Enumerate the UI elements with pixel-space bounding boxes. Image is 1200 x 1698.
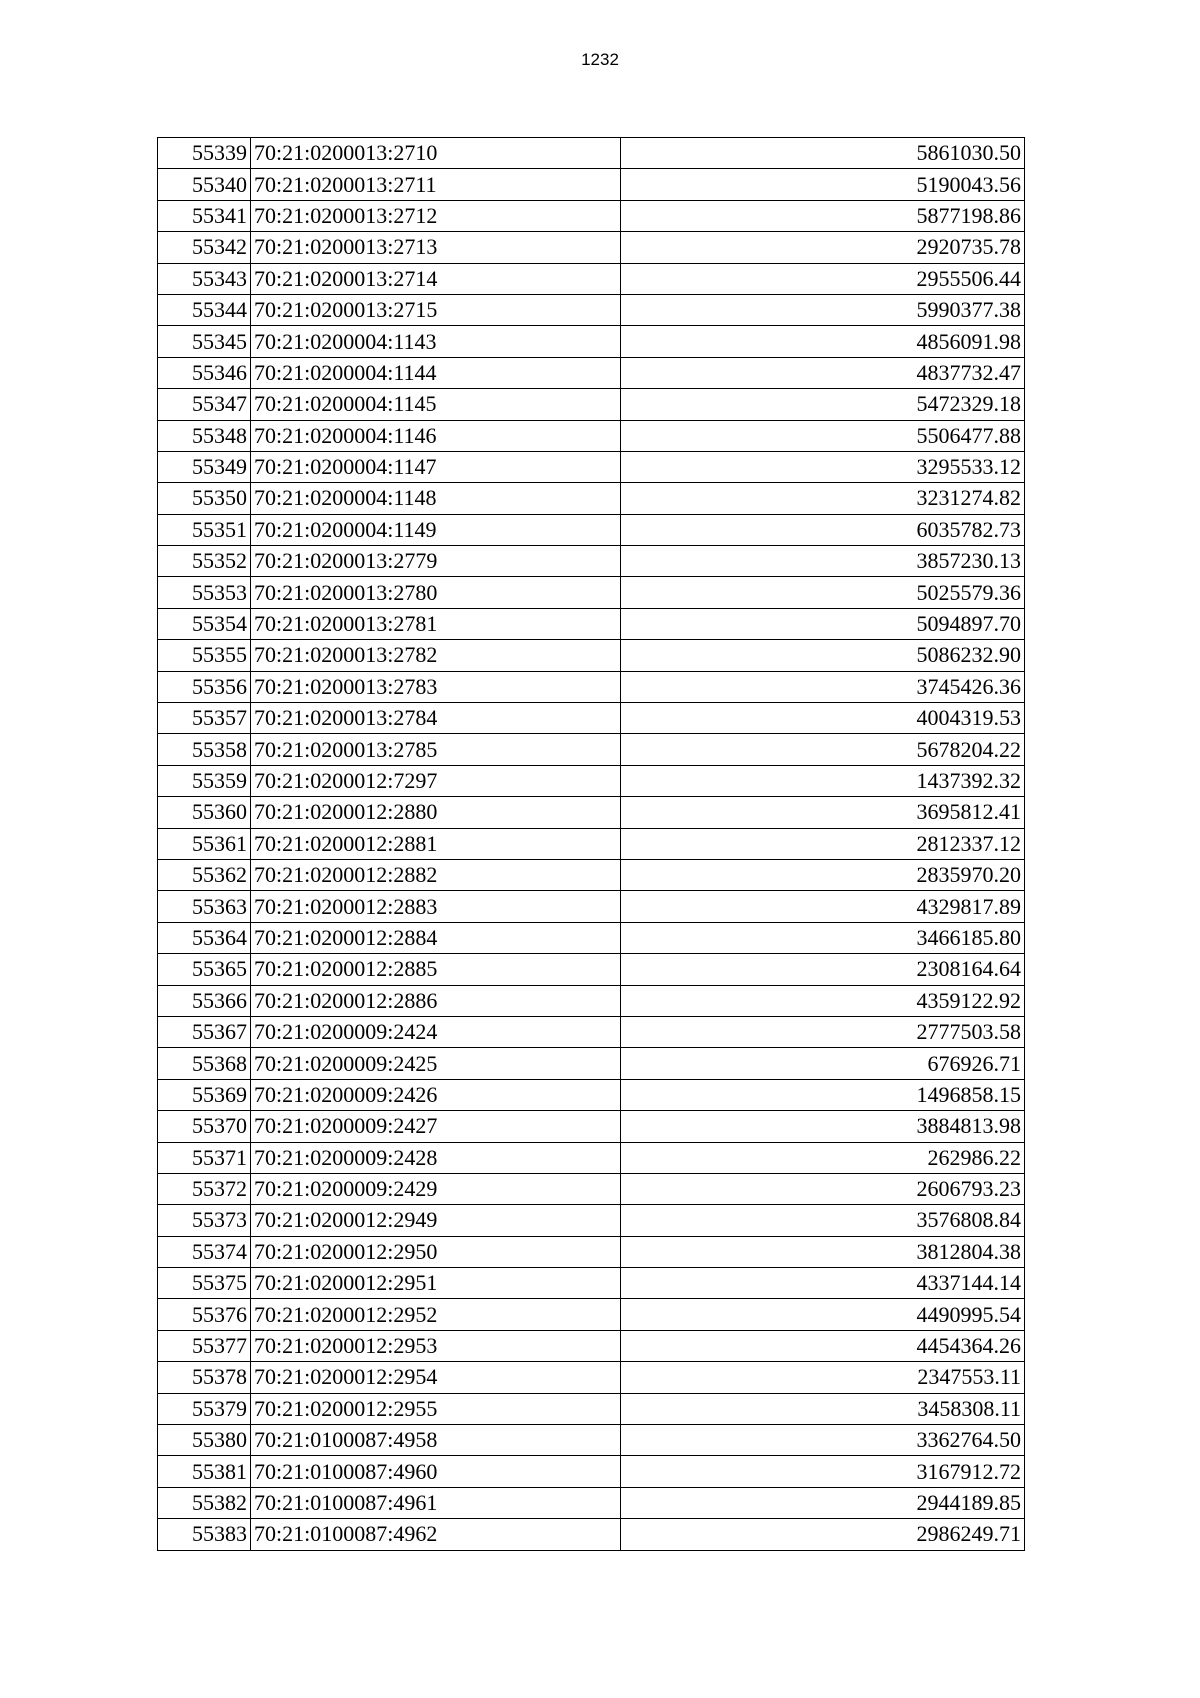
cadastral-value-cell: 3167912.72	[621, 1456, 1025, 1487]
cadastral-value-cell: 4337144.14	[621, 1268, 1025, 1299]
cadastral-number-cell: 70:21:0200009:2425	[251, 1048, 621, 1079]
table-row	[158, 1519, 1025, 1550]
page-number: 1232	[581, 50, 619, 69]
table-row	[158, 922, 1025, 953]
table-row	[158, 1142, 1025, 1173]
row-number-cell: 55368	[158, 1048, 251, 1079]
table-row	[158, 357, 1025, 388]
table-row	[158, 483, 1025, 514]
cadastral-value-cell: 262986.22	[621, 1142, 1025, 1173]
row-number-cell: 55352	[158, 546, 251, 577]
cadastral-value-cell: 3745426.36	[621, 671, 1025, 702]
cadastral-number-cell: 70:21:0200013:2785	[251, 734, 621, 765]
table-row	[158, 765, 1025, 796]
cadastral-value-cell: 5877198.86	[621, 200, 1025, 231]
cadastral-number-cell: 70:21:0200013:2710	[251, 138, 621, 169]
cadastral-number-cell: 70:21:0200012:2952	[251, 1299, 621, 1330]
cadastral-value-cell: 2347553.11	[621, 1362, 1025, 1393]
cadastral-number-cell: 70:21:0200004:1145	[251, 389, 621, 420]
cadastral-value-cell: 5094897.70	[621, 608, 1025, 639]
cadastral-number-cell: 70:21:0200013:2783	[251, 671, 621, 702]
table-row	[158, 200, 1025, 231]
table-row	[158, 1299, 1025, 1330]
row-number-cell: 55349	[158, 451, 251, 482]
cadastral-number-cell: 70:21:0200012:2954	[251, 1362, 621, 1393]
cadastral-number-cell: 70:21:0100087:4962	[251, 1519, 621, 1550]
row-number-cell: 55344	[158, 294, 251, 325]
table-row	[158, 859, 1025, 890]
cadastral-value-cell: 4490995.54	[621, 1299, 1025, 1330]
cadastral-number-cell: 70:21:0200013:2713	[251, 232, 621, 263]
table-row	[158, 138, 1025, 169]
cadastral-value-cell: 4359122.92	[621, 985, 1025, 1016]
cadastral-value-cell: 3576808.84	[621, 1205, 1025, 1236]
cadastral-number-cell: 70:21:0200013:2784	[251, 703, 621, 734]
row-number-cell: 55369	[158, 1079, 251, 1110]
cadastral-value-cell: 3857230.13	[621, 546, 1025, 577]
cadastral-number-cell: 70:21:0200012:2880	[251, 797, 621, 828]
cadastral-value-cell: 3466185.80	[621, 922, 1025, 953]
table-row	[158, 1079, 1025, 1110]
cadastral-value-cell: 6035782.73	[621, 514, 1025, 545]
cadastral-number-cell: 70:21:0200012:2882	[251, 859, 621, 890]
table-row	[158, 263, 1025, 294]
cadastral-value-cell: 3458308.11	[621, 1393, 1025, 1424]
row-number-cell: 55339	[158, 138, 251, 169]
cadastral-value-cell: 2308164.64	[621, 954, 1025, 985]
table-row	[158, 577, 1025, 608]
table-row	[158, 169, 1025, 200]
cadastral-number-cell: 70:21:0200009:2428	[251, 1142, 621, 1173]
cadastral-number-cell: 70:21:0200013:2714	[251, 263, 621, 294]
cadastral-number-cell: 70:21:0200004:1147	[251, 451, 621, 482]
cadastral-value-cell: 4329817.89	[621, 891, 1025, 922]
row-number-cell: 55372	[158, 1173, 251, 1204]
cadastral-number-cell: 70:21:0100087:4960	[251, 1456, 621, 1487]
table-row	[158, 1173, 1025, 1204]
cadastral-number-cell: 70:21:0200004:1146	[251, 420, 621, 451]
table-row	[158, 1268, 1025, 1299]
cadastral-value-cell: 4004319.53	[621, 703, 1025, 734]
cadastral-value-cell: 5190043.56	[621, 169, 1025, 200]
cadastral-number-cell: 70:21:0200012:7297	[251, 765, 621, 796]
cadastral-value-cell: 3884813.98	[621, 1111, 1025, 1142]
cadastral-value-cell: 5472329.18	[621, 389, 1025, 420]
cadastral-value-cell: 2812337.12	[621, 828, 1025, 859]
row-number-cell: 55355	[158, 640, 251, 671]
row-number-cell: 55361	[158, 828, 251, 859]
table-row	[158, 1393, 1025, 1424]
table-row	[158, 1111, 1025, 1142]
row-number-cell: 55348	[158, 420, 251, 451]
cadastral-value-cell: 3695812.41	[621, 797, 1025, 828]
cadastral-value-cell: 5086232.90	[621, 640, 1025, 671]
row-number-cell: 55342	[158, 232, 251, 263]
cadastral-number-cell: 70:21:0200012:2881	[251, 828, 621, 859]
table-row	[158, 1016, 1025, 1047]
table-row	[158, 1330, 1025, 1361]
cadastral-number-cell: 70:21:0100087:4958	[251, 1425, 621, 1456]
table-body	[158, 138, 1025, 1551]
row-number-cell: 55379	[158, 1393, 251, 1424]
cadastral-value-cell: 1496858.15	[621, 1079, 1025, 1110]
table-row	[158, 640, 1025, 671]
cadastral-value-cell: 3362764.50	[621, 1425, 1025, 1456]
row-number-cell: 55359	[158, 765, 251, 796]
cadastral-value-cell: 2835970.20	[621, 859, 1025, 890]
cadastral-value-cell: 2606793.23	[621, 1173, 1025, 1204]
cadastral-value-cell: 2955506.44	[621, 263, 1025, 294]
cadastral-value-cell: 2777503.58	[621, 1016, 1025, 1047]
row-number-cell: 55378	[158, 1362, 251, 1393]
table-row	[158, 703, 1025, 734]
cadastral-number-cell: 70:21:0200009:2429	[251, 1173, 621, 1204]
table-row	[158, 954, 1025, 985]
table-row	[158, 546, 1025, 577]
table-row	[158, 1236, 1025, 1267]
row-number-cell: 55340	[158, 169, 251, 200]
cadastral-value-cell: 5861030.50	[621, 138, 1025, 169]
cadastral-number-cell: 70:21:0200004:1144	[251, 357, 621, 388]
row-number-cell: 55376	[158, 1299, 251, 1330]
row-number-cell: 55356	[158, 671, 251, 702]
cadastral-number-cell: 70:21:0200013:2779	[251, 546, 621, 577]
row-number-cell: 55367	[158, 1016, 251, 1047]
row-number-cell: 55345	[158, 326, 251, 357]
cadastral-number-cell: 70:21:0200012:2951	[251, 1268, 621, 1299]
cadastral-number-cell: 70:21:0200012:2884	[251, 922, 621, 953]
table-row	[158, 514, 1025, 545]
row-number-cell: 55354	[158, 608, 251, 639]
row-number-cell: 55357	[158, 703, 251, 734]
cadastral-number-cell: 70:21:0200012:2886	[251, 985, 621, 1016]
row-number-cell: 55382	[158, 1487, 251, 1518]
table-row	[158, 1048, 1025, 1079]
cadastral-value-cell: 3812804.38	[621, 1236, 1025, 1267]
row-number-cell: 55383	[158, 1519, 251, 1550]
table-row	[158, 1205, 1025, 1236]
table-row	[158, 1487, 1025, 1518]
row-number-cell: 55366	[158, 985, 251, 1016]
row-number-cell: 55377	[158, 1330, 251, 1361]
cadastral-number-cell: 70:21:0200012:2955	[251, 1393, 621, 1424]
row-number-cell: 55370	[158, 1111, 251, 1142]
cadastral-value-cell: 4856091.98	[621, 326, 1025, 357]
cadastral-value-cell: 3295533.12	[621, 451, 1025, 482]
cadastral-number-cell: 70:21:0200013:2715	[251, 294, 621, 325]
table-row	[158, 734, 1025, 765]
cadastral-value-cell: 4454364.26	[621, 1330, 1025, 1361]
row-number-cell: 55375	[158, 1268, 251, 1299]
row-number-cell: 55381	[158, 1456, 251, 1487]
table-row	[158, 608, 1025, 639]
cadastral-value-cell: 5678204.22	[621, 734, 1025, 765]
cadastral-number-cell: 70:21:0200004:1148	[251, 483, 621, 514]
cadastral-number-cell: 70:21:0200013:2711	[251, 169, 621, 200]
table-row	[158, 1456, 1025, 1487]
row-number-cell: 55346	[158, 357, 251, 388]
cadastral-value-table	[157, 137, 1025, 1551]
cadastral-value-cell: 3231274.82	[621, 483, 1025, 514]
cadastral-number-cell: 70:21:0100087:4961	[251, 1487, 621, 1518]
row-number-cell: 55362	[158, 859, 251, 890]
table-row	[158, 671, 1025, 702]
row-number-cell: 55371	[158, 1142, 251, 1173]
row-number-cell: 55353	[158, 577, 251, 608]
cadastral-value-cell: 1437392.32	[621, 765, 1025, 796]
table-row	[158, 1362, 1025, 1393]
row-number-cell: 55358	[158, 734, 251, 765]
table-row	[158, 451, 1025, 482]
row-number-cell: 55363	[158, 891, 251, 922]
cadastral-value-cell: 5025579.36	[621, 577, 1025, 608]
cadastral-value-cell: 2944189.85	[621, 1487, 1025, 1518]
cadastral-number-cell: 70:21:0200004:1143	[251, 326, 621, 357]
cadastral-number-cell: 70:21:0200013:2780	[251, 577, 621, 608]
row-number-cell: 55347	[158, 389, 251, 420]
cadastral-number-cell: 70:21:0200009:2424	[251, 1016, 621, 1047]
cadastral-value-cell: 2986249.71	[621, 1519, 1025, 1550]
cadastral-number-cell: 70:21:0200013:2781	[251, 608, 621, 639]
table-row	[158, 326, 1025, 357]
cadastral-value-cell: 4837732.47	[621, 357, 1025, 388]
cadastral-number-cell: 70:21:0200004:1149	[251, 514, 621, 545]
cadastral-number-cell: 70:21:0200012:2950	[251, 1236, 621, 1267]
cadastral-value-cell: 5990377.38	[621, 294, 1025, 325]
row-number-cell: 55373	[158, 1205, 251, 1236]
table-row	[158, 232, 1025, 263]
row-number-cell: 55351	[158, 514, 251, 545]
table-row	[158, 389, 1025, 420]
row-number-cell: 55380	[158, 1425, 251, 1456]
cadastral-number-cell: 70:21:0200012:2953	[251, 1330, 621, 1361]
cadastral-number-cell: 70:21:0200012:2949	[251, 1205, 621, 1236]
row-number-cell: 55364	[158, 922, 251, 953]
cadastral-value-cell: 5506477.88	[621, 420, 1025, 451]
row-number-cell: 55341	[158, 200, 251, 231]
row-number-cell: 55350	[158, 483, 251, 514]
table-row	[158, 797, 1025, 828]
table-row	[158, 828, 1025, 859]
cadastral-value-cell: 676926.71	[621, 1048, 1025, 1079]
row-number-cell: 55365	[158, 954, 251, 985]
cadastral-number-cell: 70:21:0200009:2427	[251, 1111, 621, 1142]
cadastral-value-cell: 2920735.78	[621, 232, 1025, 263]
row-number-cell: 55374	[158, 1236, 251, 1267]
cadastral-number-cell: 70:21:0200012:2883	[251, 891, 621, 922]
cadastral-number-cell: 70:21:0200009:2426	[251, 1079, 621, 1110]
row-number-cell: 55343	[158, 263, 251, 294]
cadastral-number-cell: 70:21:0200013:2782	[251, 640, 621, 671]
cadastral-number-cell: 70:21:0200012:2885	[251, 954, 621, 985]
table-row	[158, 1425, 1025, 1456]
table-row	[158, 985, 1025, 1016]
table-row	[158, 294, 1025, 325]
cadastral-number-cell: 70:21:0200013:2712	[251, 200, 621, 231]
table-row	[158, 420, 1025, 451]
table-row	[158, 891, 1025, 922]
row-number-cell: 55360	[158, 797, 251, 828]
